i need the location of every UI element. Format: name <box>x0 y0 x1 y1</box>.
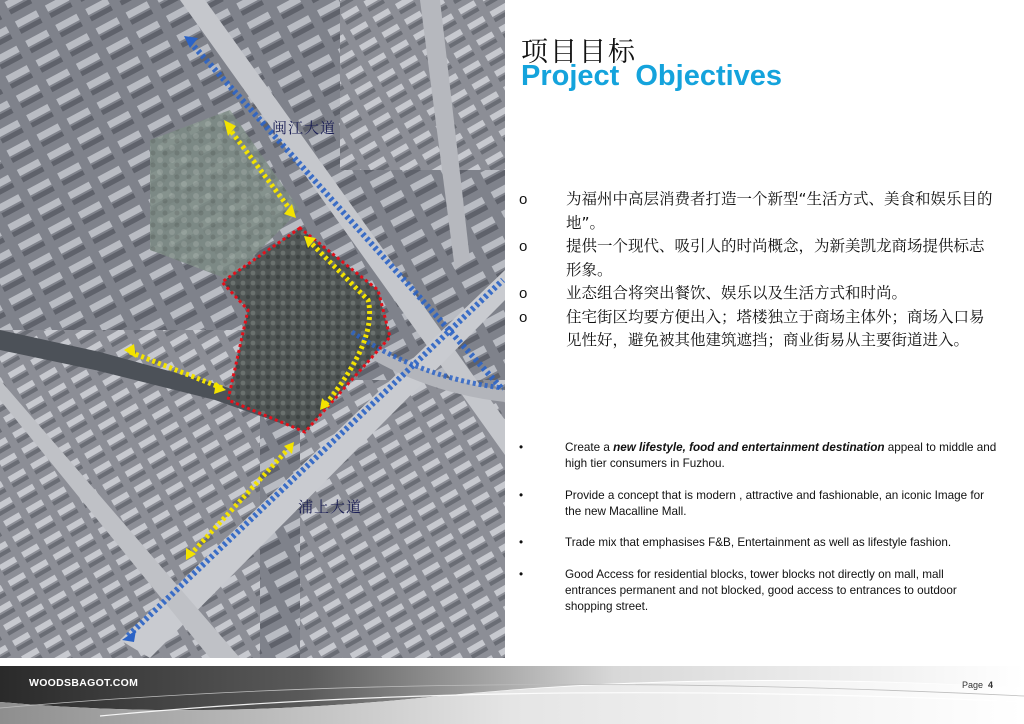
footer-band <box>0 658 1024 724</box>
objective-zh-item <box>519 306 994 353</box>
objective-en-text-pre: Trade mix that emphasises F&B, Entertainment as well as lifestyle fashion. <box>565 536 952 549</box>
objective-en-item <box>519 535 997 551</box>
objective-en-text-pre: Create a <box>565 441 614 454</box>
objective-zh-item <box>519 188 994 235</box>
footer-swoosh-graphic <box>0 658 1024 724</box>
objective-zh-text: 提供一个现代、吸引人的时尚概念，为新美凯龙商场提供标志形象。 <box>566 237 985 279</box>
site-aerial-map <box>0 0 505 658</box>
page-label: Page <box>962 680 984 690</box>
objective-en-text-post: appeal to middle and high tier consumers in Fuzhou. <box>565 441 997 470</box>
dot-bullet-icon: • <box>519 488 524 502</box>
circle-bullet-icon: o <box>519 285 528 302</box>
objective-en-item <box>519 440 997 472</box>
objective-en-item <box>519 567 997 615</box>
dot-bullet-icon: • <box>519 567 524 581</box>
page-title-english: Project Objectives <box>521 60 783 92</box>
objective-zh-item <box>519 282 994 306</box>
map-graphic <box>0 0 505 658</box>
road-label-minjiang: 闽江大道 <box>272 119 337 137</box>
objective-zh-item <box>519 235 994 282</box>
dot-bullet-icon: • <box>519 536 524 549</box>
objective-zh-text: 为福州中高层消费者打造一个新型“生活方式、美食和娱乐目的地”。 <box>566 190 993 232</box>
objective-zh-text: 业态组合将突出餐饮、娱乐以及生活方式和时尚。 <box>566 284 908 302</box>
road-label-pushang: 浦上大道 <box>298 498 363 516</box>
objective-en-item <box>519 488 997 520</box>
dot-bullet-icon: • <box>519 441 524 454</box>
objectives-list-chinese <box>519 188 994 353</box>
circle-bullet-icon: o <box>519 238 528 255</box>
objective-en-text-emphasis: new lifestyle, food and entertainment destination <box>613 441 885 454</box>
page-number: 4 <box>988 680 994 690</box>
circle-bullet-icon: o <box>519 191 528 208</box>
circle-bullet-icon: o <box>519 308 528 326</box>
page-title-chinese: 项目目标 <box>521 37 637 68</box>
page-indicator <box>962 680 993 690</box>
objective-zh-text: 住宅街区均要方便出入；塔楼独立于商场主体外；商场入口易见性好，避免被其他建筑遮挡；商业街易从主要街道进入。 <box>566 307 985 349</box>
objective-en-text-pre: Good Access for residential blocks, tower blocks not directly on mall, mall entrances permanent and not blocked, good access to entrances to outdoor shopping street. <box>565 567 957 613</box>
brand-url[interactable]: WOODSBAGOT.COM <box>29 677 139 689</box>
objective-en-text-pre: Provide a concept that is modern , attractive and fashionable, an iconic Image for the new Macalline Mall. <box>565 488 985 518</box>
objectives-list-english <box>519 440 997 630</box>
